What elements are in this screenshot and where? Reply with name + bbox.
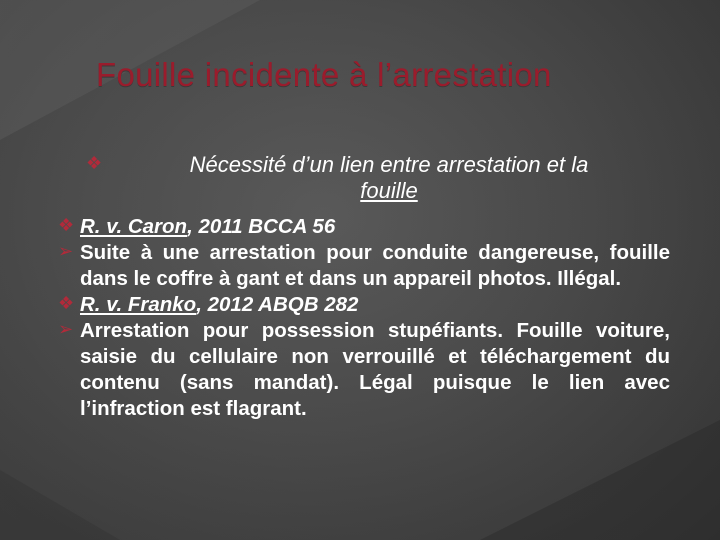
case-citation <box>80 292 670 318</box>
arrowhead-icon: ➢ <box>58 241 74 261</box>
lead-text <box>108 152 670 204</box>
citation-text: , 2012 ABQB 282 <box>196 293 359 316</box>
summary-text: Arrestation pour possession stupéfiants. Fouille voiture, saisie du cellulaire non verrouillé et téléchargement du contenu (sans mandat). Légal puisque le lien avec l’infraction est flagrant. <box>80 319 670 420</box>
bullet-list <box>58 152 670 422</box>
lead-text-line1: Nécessité d’un lien entre arrestation et la <box>189 152 589 177</box>
list-item-case-franko <box>58 292 670 318</box>
diamond-clover-icon: ❖ <box>58 293 75 313</box>
lead-bullet <box>86 152 670 204</box>
case-link-caron[interactable]: R. v. Caron <box>80 215 188 238</box>
case-citation <box>80 214 670 240</box>
list-item-franko-summary <box>58 318 670 422</box>
diamond-clover-icon: ❖ <box>58 215 75 235</box>
citation-text: , 2011 BCCA 56 <box>187 215 336 238</box>
arrowhead-icon: ➢ <box>58 319 74 339</box>
diamond-clover-icon: ❖ <box>86 153 103 173</box>
lead-text-line2: fouille <box>360 178 418 203</box>
list-item-caron-summary <box>58 240 670 292</box>
case-link-franko[interactable]: R. v. Franko <box>80 293 197 316</box>
list-item-case-caron <box>58 214 670 240</box>
summary-text: Suite à une arrestation pour conduite dangereuse, fouille dans le coffre à gant et dans un appareil photos. Illégal. <box>80 241 670 290</box>
slide-title: Fouille incidente à l’arrestation <box>96 56 552 93</box>
